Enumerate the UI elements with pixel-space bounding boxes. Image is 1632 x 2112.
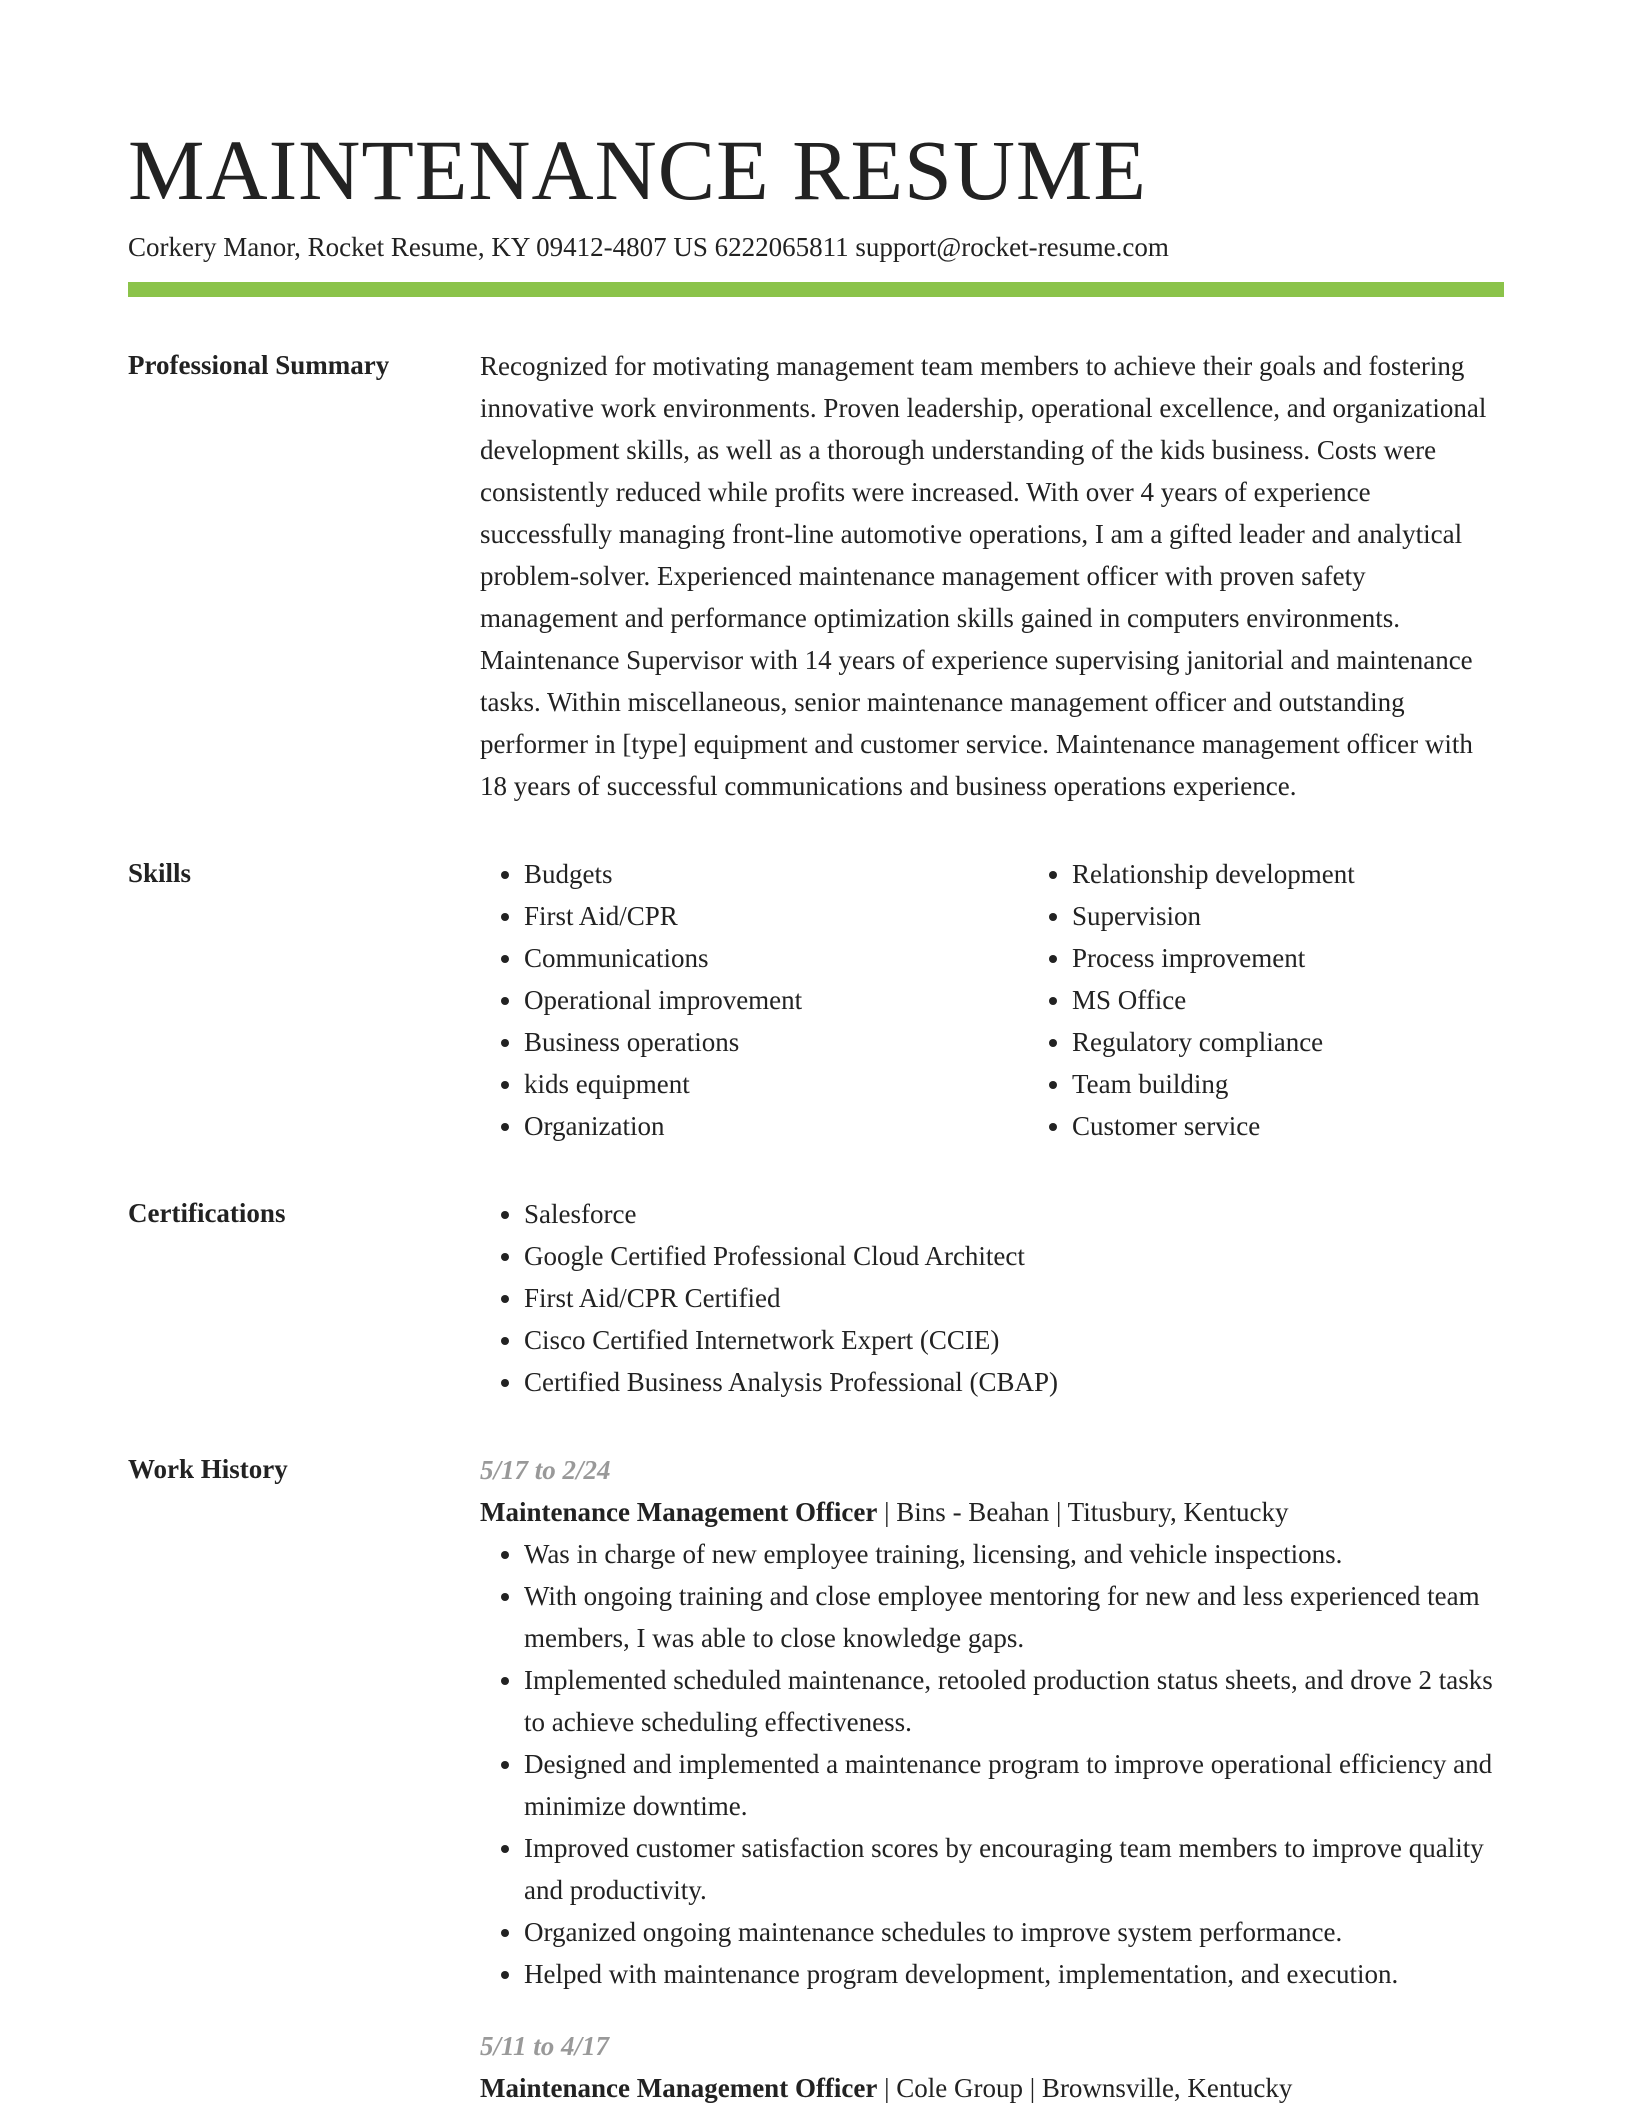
skill-item: • Relationship development xyxy=(1072,853,1576,895)
skill-item: • Supervision xyxy=(1072,895,1576,937)
job-bullet: • Was in charge of new employee training, licensing, and vehicle inspections. xyxy=(524,1533,1504,1575)
summary-paragraph: Recognized for motivating management team members to achieve their goals and fostering innovative work environments. Proven leadership, operational excellence, and organizational development skills, as well as a thorough understanding of the kids business. Costs were consistently reduced while profits were increased. With over 4 years of experience successfully managing front-line automotive operations, I am a gifted leader and analytical problem-solver. Experienced maintenance management officer with proven safety management and performance optimization skills gained in computers environments. Maintenance Supervisor with 14 years of experience supervising janitorial and maintenance tasks. Within miscellaneous, senior maintenance management officer and outstanding performer in [type] equipment and customer service. Maintenance management officer with 18 years of successful communications and business operations experience. xyxy=(480,351,1487,801)
job-dates: 5/11 to 4/17 xyxy=(480,2031,610,2061)
certification-item: • Cisco Certified Internetwork Expert (CCIE) xyxy=(524,1319,1504,1361)
certifications-list xyxy=(480,1193,1504,1403)
certification-item: • Salesforce xyxy=(524,1193,1504,1235)
certification-item: • Google Certified Professional Cloud Architect xyxy=(524,1235,1504,1277)
skill-item: • Organization xyxy=(524,1105,1028,1147)
job-bullet: • Improved customer satisfaction scores by encouraging team members to improve quality and productivity. xyxy=(524,1827,1504,1911)
skill-item: • Regulatory compliance xyxy=(1072,1021,1576,1063)
job-bullets xyxy=(480,1533,1504,1995)
skill-item: • MS Office xyxy=(1072,979,1576,1021)
job-title: Maintenance Management Officer xyxy=(480,1497,878,1527)
skill-item: • Team building xyxy=(1072,1063,1576,1105)
work-history-section xyxy=(128,1449,1504,2109)
skills-section xyxy=(128,853,1504,1147)
skills-list-right xyxy=(1028,853,1576,1147)
resume-title: MAINTENANCE RESUME xyxy=(128,122,1147,218)
job-heading xyxy=(480,1491,1504,1533)
skill-item: • Customer service xyxy=(1072,1105,1576,1147)
skill-item: • First Aid/CPR xyxy=(524,895,1028,937)
skill-item: • Process improvement xyxy=(1072,937,1576,979)
job-bullet: • With ongoing training and close employee mentoring for new and less experienced team members, I was able to close knowledge gaps. xyxy=(524,1575,1504,1659)
skill-item: • Communications xyxy=(524,937,1028,979)
skill-item: • kids equipment xyxy=(524,1063,1028,1105)
section-label-work-history: Work History xyxy=(128,1454,288,1484)
certifications-section xyxy=(128,1193,1504,1403)
job-dates: 5/17 to 2/24 xyxy=(480,1455,611,1485)
job-entry xyxy=(480,1449,1504,1995)
job-bullet: • Implemented scheduled maintenance, retooled production status sheets, and drove 2 tasks to achieve scheduling effectiveness. xyxy=(524,1659,1504,1743)
job-title: Maintenance Management Officer xyxy=(480,2073,878,2103)
certification-item: • First Aid/CPR Certified xyxy=(524,1277,1504,1319)
skill-item: • Operational improvement xyxy=(524,979,1028,1021)
job-entry xyxy=(480,2025,1504,2109)
professional-summary-section xyxy=(128,345,1504,807)
job-company-location: | Bins - Beahan | Titusbury, Kentucky xyxy=(877,1497,1289,1527)
contact-line: Corkery Manor, Rocket Resume, KY 09412-4807 US 6222065811 support@rocket-resume.com xyxy=(128,232,1169,262)
resume-page xyxy=(128,122,1504,2109)
job-heading xyxy=(480,2067,1504,2109)
skill-item: • Business operations xyxy=(524,1021,1028,1063)
job-bullet: • Helped with maintenance program development, implementation, and execution. xyxy=(524,1953,1504,1995)
certification-item: • Certified Business Analysis Professional (CBAP) xyxy=(524,1361,1504,1403)
section-label-skills: Skills xyxy=(128,858,192,888)
accent-divider xyxy=(128,282,1504,297)
skill-item: • Budgets xyxy=(524,853,1028,895)
section-label-summary: Professional Summary xyxy=(128,350,390,380)
section-label-certifications: Certifications xyxy=(128,1198,286,1228)
job-bullet: • Designed and implemented a maintenance program to improve operational efficiency and minimize downtime. xyxy=(524,1743,1504,1827)
skills-list-left xyxy=(480,853,1028,1147)
job-bullet: • Organized ongoing maintenance schedules to improve system performance. xyxy=(524,1911,1504,1953)
job-company-location: | Cole Group | Brownsville, Kentucky xyxy=(877,2073,1293,2103)
